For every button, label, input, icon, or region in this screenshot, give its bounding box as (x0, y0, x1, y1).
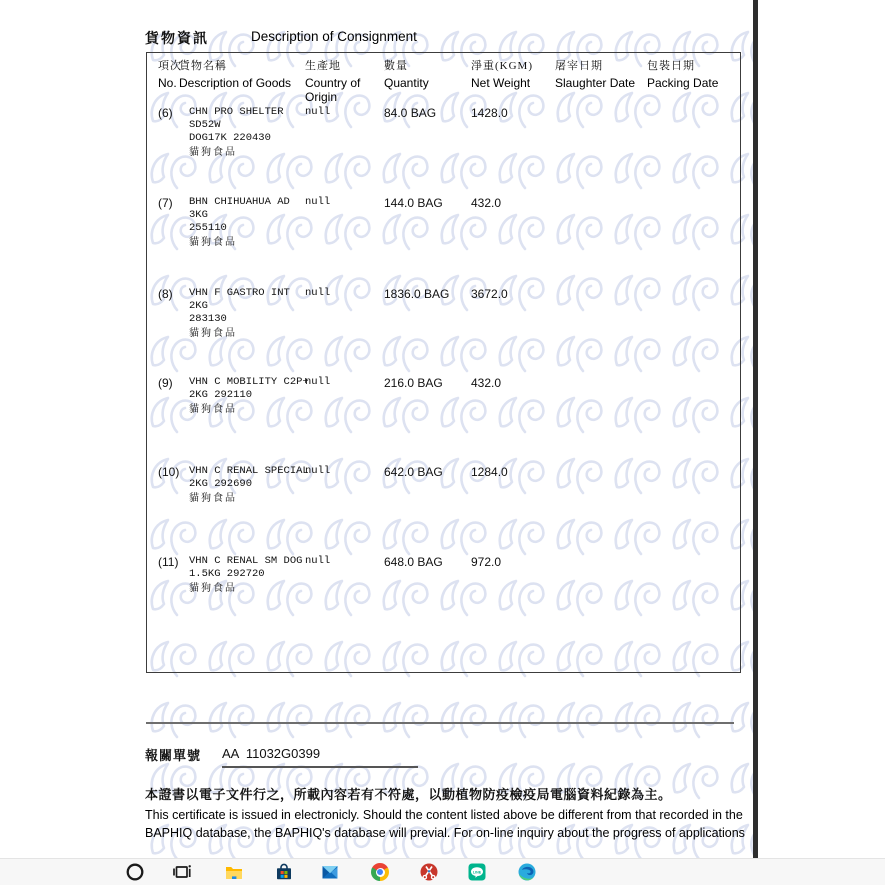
cortana-icon[interactable] (125, 862, 145, 882)
row-origin: null (305, 555, 331, 567)
row-quantity: 1836.0 BAG (384, 287, 450, 301)
mail-icon[interactable] (320, 862, 340, 882)
row-goods (189, 465, 313, 505)
row-goods (189, 376, 313, 416)
declaration-number-value: AA 11032G0399 (222, 746, 418, 768)
goods-line2: 255110 (189, 222, 227, 234)
row-goods (189, 196, 313, 249)
header-no-zh: 項次 (158, 60, 182, 72)
goods-line1: VHN C RENAL SPECIAL (189, 465, 309, 477)
microsoft-store-icon[interactable] (274, 862, 294, 882)
goods-line2: 283130 (189, 313, 227, 325)
chrome-icon[interactable] (370, 862, 390, 882)
column-header-goods (179, 57, 291, 90)
column-header-qty (384, 57, 429, 90)
header-qty-en: Quantity (384, 76, 429, 90)
goods-line2: 2KG 292110 (189, 389, 253, 401)
row-origin: null (305, 106, 331, 118)
notice-zh: 本證書以電子文件行之，所載內容若有不符處，以動植物防疫檢疫局電腦資料紀錄為主。 (145, 787, 672, 802)
row-no: (7) (158, 196, 173, 210)
column-header-weight (471, 57, 533, 90)
goods-zh: 貓狗食品 (189, 493, 237, 504)
row-net-weight: 432.0 (471, 376, 502, 390)
window-edge-bar (753, 0, 758, 858)
section-title-en: Description of Consignment (251, 29, 417, 44)
header-weight-en: Net Weight (471, 76, 531, 90)
row-no: (11) (158, 555, 179, 569)
goods-line1: CHN PRO SHELTER SD52W (189, 106, 284, 131)
goods-line2: 1.5KG 292720 (189, 568, 265, 580)
header-no-en: No. (158, 76, 177, 90)
row-goods (189, 106, 313, 159)
row-quantity: 642.0 BAG (384, 465, 443, 479)
header-slaughter-en: Slaughter Date (555, 76, 636, 90)
snipping-tool-icon[interactable] (419, 862, 439, 882)
separator-rule (146, 722, 734, 724)
row-quantity: 648.0 BAG (384, 555, 443, 569)
row-quantity: 84.0 BAG (384, 106, 437, 120)
header-origin-en: Country of Origin (305, 76, 361, 104)
declaration-number-label: 報關單號 (145, 748, 202, 763)
row-origin: null (305, 465, 331, 477)
row-quantity: 216.0 BAG (384, 376, 443, 390)
row-no: (9) (158, 376, 173, 390)
goods-zh: 貓狗食品 (189, 237, 237, 248)
goods-line1: BHN CHIHUAHUA AD 3KG (189, 196, 290, 221)
goods-line2: 2KG 292690 (189, 478, 253, 490)
windows-taskbar (0, 858, 885, 885)
consignment-table (146, 52, 741, 673)
row-net-weight: 3672.0 (471, 287, 508, 301)
header-origin-zh: 生產地 (305, 60, 341, 72)
row-net-weight: 432.0 (471, 196, 502, 210)
goods-zh: 貓狗食品 (189, 404, 237, 415)
edge-icon[interactable] (517, 862, 537, 882)
row-goods (189, 287, 313, 340)
goods-line2: DOG17K 220430 (189, 132, 271, 144)
goods-zh: 貓狗食品 (189, 583, 237, 594)
header-qty-zh: 數量 (384, 60, 408, 72)
goods-line1: VHN C MOBILITY C2P+ (189, 376, 309, 388)
column-header-packing (647, 57, 718, 90)
row-net-weight: 972.0 (471, 555, 502, 569)
row-goods (189, 555, 313, 595)
section-title-zh: 貨物資訊 (145, 32, 209, 47)
row-origin: null (305, 376, 331, 388)
task-view-icon[interactable] (172, 862, 192, 882)
header-goods-zh: 貨物名稱 (179, 60, 227, 72)
row-origin: null (305, 196, 331, 208)
header-packing-zh: 包裝日期 (647, 60, 695, 72)
svg-text:LINE: LINE (472, 870, 482, 875)
column-header-slaughter (555, 57, 635, 90)
goods-line1: VHN F GASTRO INT 2KG (189, 287, 290, 312)
notice-en: This certificate is issued in electronicly. Should the content listed above be different from that recorded in the BAPHIQ database, the BAPHIQ's database will previal. For on-line inquiry about the progress of applications (145, 808, 745, 840)
row-no: (8) (158, 287, 173, 301)
file-explorer-icon[interactable] (224, 862, 244, 882)
column-header-origin (305, 57, 369, 104)
goods-line1: VHN C RENAL SM DOG (189, 555, 303, 567)
row-quantity: 144.0 BAG (384, 196, 443, 210)
row-net-weight: 1284.0 (471, 465, 508, 479)
header-slaughter-zh: 屠宰日期 (555, 60, 603, 72)
header-packing-en: Packing Date (647, 76, 719, 90)
line-icon[interactable] (467, 862, 487, 882)
row-no: (6) (158, 106, 173, 120)
goods-zh: 貓狗食品 (189, 147, 237, 158)
row-no: (10) (158, 465, 180, 479)
goods-zh: 貓狗食品 (189, 328, 237, 339)
row-net-weight: 1428.0 (471, 106, 508, 120)
header-goods-en: Description of Goods (179, 76, 292, 90)
header-weight-zh: 淨重(KGM) (471, 60, 533, 72)
row-origin: null (305, 287, 331, 299)
